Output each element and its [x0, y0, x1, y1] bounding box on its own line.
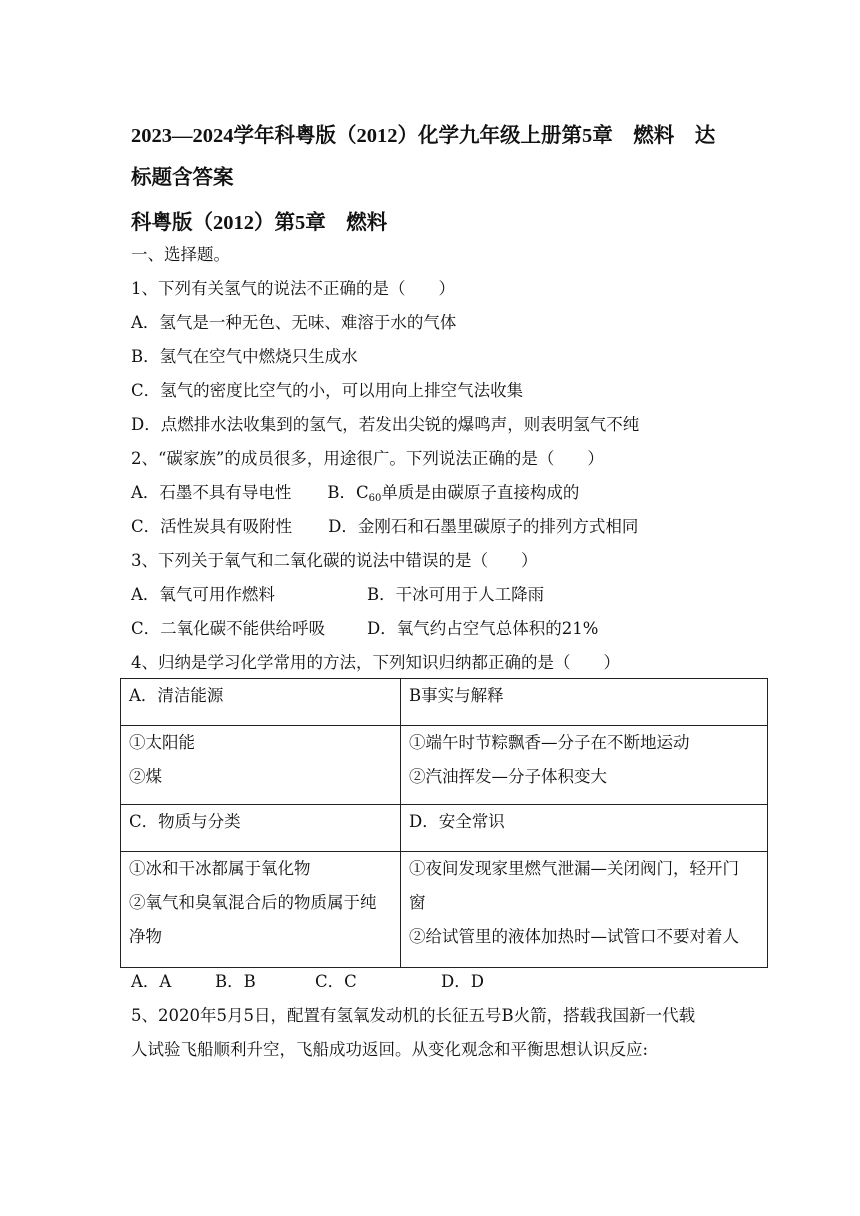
question-1-option-d: D．点燃排水法收集到的氢气，若发出尖锐的爆鸣声，则表明氢气不纯	[131, 415, 640, 434]
question-3-option-b: B．干冰可用于人工降雨	[367, 585, 545, 604]
question-4-option-c: C．C	[315, 972, 357, 991]
question-4-option-a: A．A	[131, 972, 172, 991]
question-5-line1: 5、2020年5月5日，配置有氢氧发动机的长征五号B火箭，搭载我国新一代载	[131, 1006, 696, 1025]
question-4-stem: 4、归纳是学习化学常用的方法，下列知识归纳都正确的是（ ）	[131, 653, 620, 672]
question-1-option-c: C．氢气的密度比空气的小，可以用向上排空气法收集	[131, 381, 524, 400]
question-4-option-b: B．B	[215, 972, 256, 991]
cell-c-item-2-cont: 净物	[129, 927, 162, 946]
cell-b-body	[401, 726, 768, 805]
question-3-option-c: C．二氧化碳不能供给呼吸	[131, 619, 326, 638]
question-3-option-d: D．氧气约占空气总体积的21%	[367, 619, 599, 638]
question-3-row-cd	[131, 621, 598, 638]
question-2-row-cd	[131, 519, 638, 536]
cell-a-item-2: ②煤	[129, 767, 162, 786]
chapter-subtitle: 科粤版（2012）第5章 燃料	[131, 212, 388, 234]
question-2-option-d: D．金刚石和石墨里碳原子的排列方式相同	[328, 517, 639, 536]
cell-c-item-2: ②氧气和臭氧混合后的物质属于纯	[129, 893, 377, 912]
question-4-option-d: D．D	[441, 972, 484, 991]
cell-b-head: B事实与解释	[401, 679, 768, 726]
cell-d-item-1: ①夜间发现家里燃气泄漏—关闭阀门，轻开门	[409, 859, 739, 878]
question-2-stem: 2、“碳家族”的成员很多，用途很广。下列说法正确的是（ ）	[131, 449, 604, 468]
question-5-line2: 人试验飞船顺利升空，飞船成功返回。从变化观念和平衡思想认识反应:	[131, 1040, 649, 1059]
document-title-line1: 2023—2024学年科粤版（2012）化学九年级上册第5章 燃料 达	[131, 125, 716, 147]
question-1-option-a: A．氢气是一种无色、无味、难溶于水的气体	[131, 313, 457, 332]
question-3-row-ab	[131, 587, 544, 604]
question-4-answers	[131, 974, 484, 991]
question-4-options-table	[120, 678, 768, 968]
question-2-option-b: B．$C_{60}$单质是由碳原子直接构成的	[327, 483, 580, 504]
question-3-stem: 3、下列关于氧气和二氧化碳的说法中错误的是（ ）	[131, 551, 538, 570]
cell-d-body	[401, 852, 768, 968]
cell-d-item-1-cont: 窗	[409, 893, 426, 912]
cell-c-item-1: ①冰和干冰都属于氧化物	[129, 859, 311, 878]
cell-b-item-1: ①端午时节粽飘香—分子在不断地运动	[409, 733, 690, 752]
question-2-option-a: A．石墨不具有导电性	[131, 483, 292, 502]
cell-c-body	[121, 852, 401, 968]
question-1-option-b: B．氢气在空气中燃烧只生成水	[131, 347, 358, 366]
cell-c-head: C．物质与分类	[121, 805, 401, 852]
section-heading: 一、选择题。	[131, 245, 230, 264]
cell-d-head: D．安全常识	[401, 805, 768, 852]
cell-a-item-1: ①太阳能	[129, 733, 195, 752]
question-2-row-ab	[131, 485, 579, 502]
document-title-line2: 标题含答案	[131, 167, 234, 189]
question-1-stem: 1、下列有关氢气的说法不正确的是（ ）	[131, 279, 455, 298]
question-2-option-c: C．活性炭具有吸附性	[131, 517, 293, 536]
cell-a-body	[121, 726, 401, 805]
question-3-option-a: A．氧气可用作燃料	[131, 585, 275, 604]
cell-b-item-2: ②汽油挥发—分子体积变大	[409, 767, 607, 786]
cell-a-head: A．清洁能源	[121, 679, 401, 726]
cell-d-item-2: ②给试管里的液体加热时—试管口不要对着人	[409, 927, 739, 946]
